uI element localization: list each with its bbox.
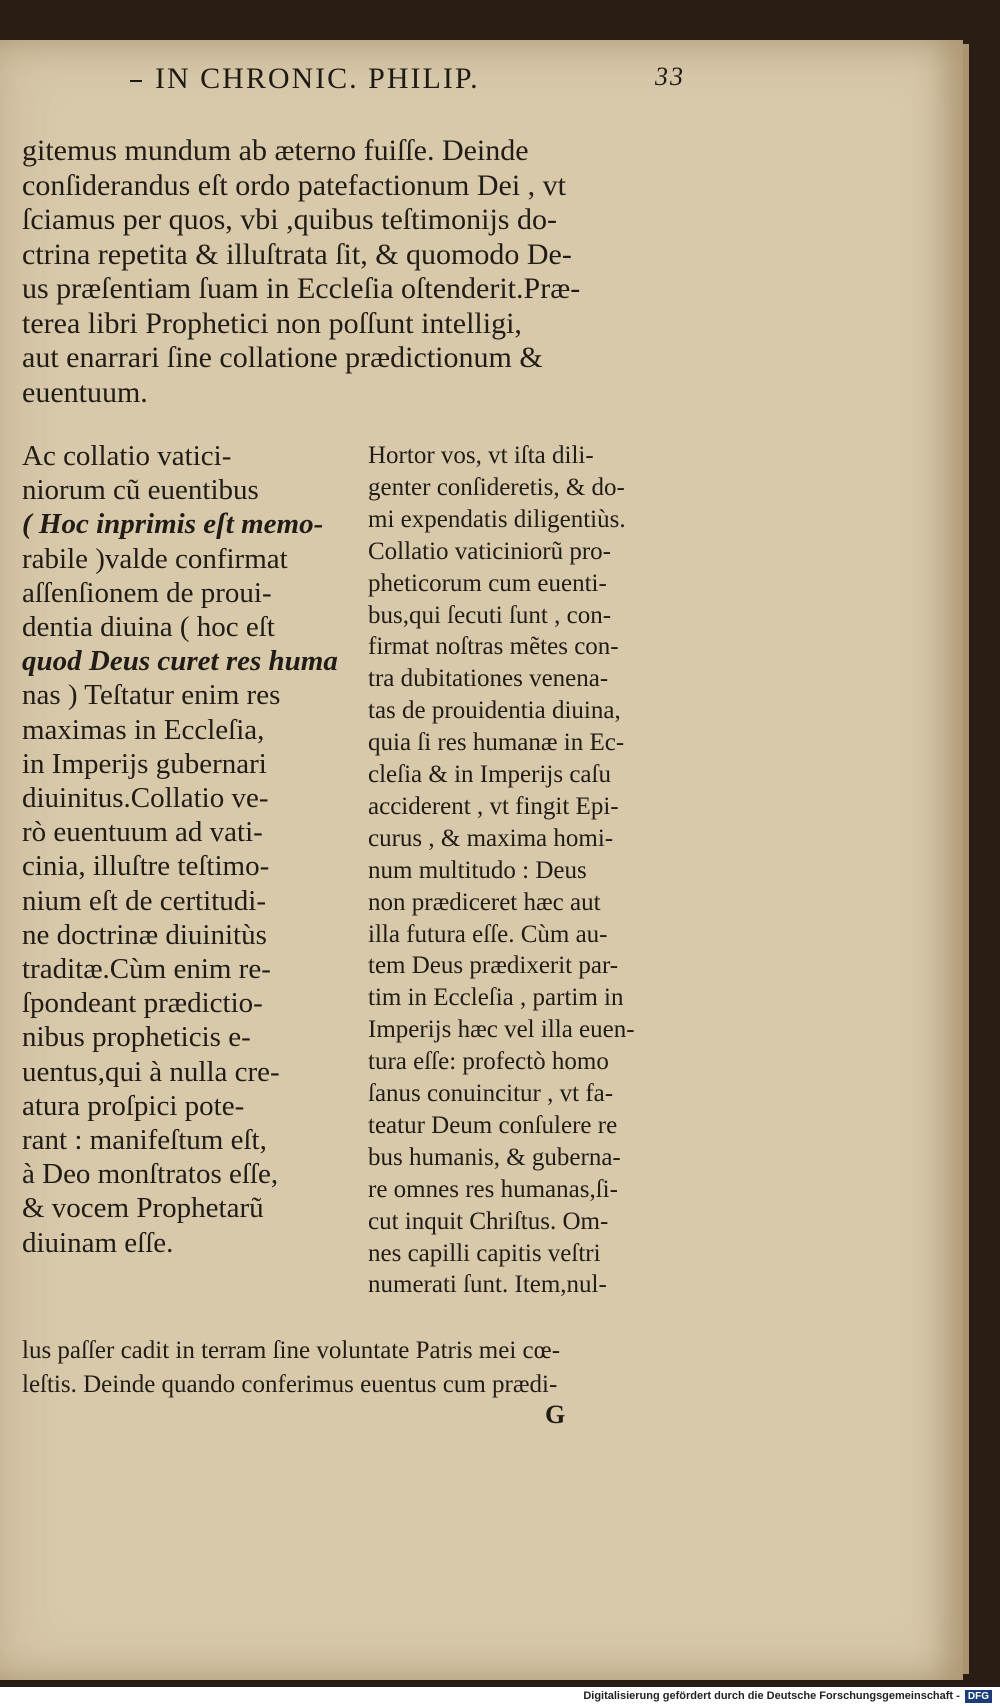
right-column-line: teatur Deum conſulere re — [368, 1111, 618, 1139]
top-lines-line: ſciamus per quos, vbi ,quibus teſtimonijs do- — [22, 203, 557, 236]
left-column-line: uentus,qui à nulla cre- — [22, 1055, 280, 1088]
right-column-line: num multitudo : Deus — [368, 856, 587, 884]
bottom-lines-line: lus paſſer cadit in terram ſine voluntate Patris mei cœ- — [22, 1337, 561, 1364]
right-column-line: tas de prouidentia diuina, — [368, 697, 621, 725]
left-column-line: nas ) Teſtatur enim res — [22, 679, 281, 712]
left-column-line: in Imperijs gubernari — [22, 747, 267, 780]
page-edge — [963, 44, 969, 1674]
left-column-line: rò euentuum ad vati- — [22, 816, 263, 849]
left-column-line: diuinam eſſe. — [22, 1226, 174, 1259]
right-column-line: tra dubitationes venena- — [368, 665, 609, 693]
right-column-line: Hortor vos, vt iſta dili- — [368, 442, 594, 469]
footer-text: Digitalisierung gefördert durch die Deutsche Forschungsgemeinschaft - — [583, 1690, 960, 1702]
left-column-line: quod Deus curet res huma — [22, 645, 338, 678]
left-column-line: ſpondeant prædictio- — [22, 987, 263, 1020]
right-column-line: curus , & maxima homi- — [368, 824, 614, 852]
left-column-line: niorum cũ euentibus — [22, 474, 259, 507]
left-column-line: Ac collatio vatici- — [22, 440, 232, 472]
left-column-line: maximas in Eccleſia, — [22, 713, 265, 746]
right-column-line: re omnes res humanas,ſi- — [368, 1175, 618, 1203]
header-dash — [130, 80, 142, 82]
right-column-line: tura eſſe: profectò homo — [368, 1048, 609, 1076]
right-column-line: quia ſi res humanæ in Ec- — [368, 729, 625, 757]
right-column-line: Collatio vaticiniorũ pro- — [368, 537, 612, 565]
left-column-line: rabile )valde confirmat — [22, 542, 288, 575]
right-column-line: acciderent , vt fingit Epi- — [368, 792, 619, 820]
page-number: 33 — [655, 62, 685, 91]
right-column-line: mi expendatis diligentiùs. — [368, 505, 626, 533]
dfg-logo: DFG — [965, 1690, 992, 1703]
right-column-line: non prædiceret hæc aut — [368, 888, 601, 916]
right-column-line: illa futura eſſe. Cùm au- — [368, 920, 608, 948]
top-lines-line: euentuum. — [22, 375, 148, 409]
left-column-line: rant : manifeſtum eſt, — [22, 1124, 267, 1156]
right-column-line: bus,qui ſecuti ſunt , con- — [368, 601, 612, 629]
left-column-line: atura proſpici pote- — [22, 1089, 245, 1122]
left-column-line: à Deo monſtratos eſſe, — [22, 1158, 279, 1191]
right-column-line: nes capilli capitis veſtri — [368, 1239, 601, 1267]
left-column-line: traditæ.Cùm enim re- — [22, 953, 271, 985]
top-lines-line: ctrina repetita & illuſtrata ſit, & quomodo De- — [22, 237, 572, 271]
left-column-line: nium eſt de certitudi- — [22, 884, 267, 917]
top-lines-line: us præſentiam ſuam in Eccleſia oſtenderit.Præ- — [22, 272, 581, 305]
left-column-line: & vocem Prophetarũ — [22, 1192, 264, 1225]
left-column-line: diuinitus.Collatio ve- — [22, 782, 269, 814]
left-column-line: dentia diuina ( hoc eſt — [22, 611, 275, 643]
right-column-line: cleſia & in Imperijs caſu — [368, 761, 611, 788]
right-column-line: bus humanis, & guberna- — [368, 1143, 621, 1171]
left-column-line: cinia, illuſtre teſtimo- — [22, 850, 270, 883]
right-column-line: tem Deus prædixerit par- — [368, 952, 619, 980]
left-column-line: nibus propheticis e- — [22, 1021, 251, 1054]
running-title: IN CHRONIC. PHILIP. — [155, 62, 480, 95]
top-lines-line: aut enarrari ſine collatione prædictionum & — [22, 341, 543, 374]
left-column-line: aſſenſionem de proui- — [22, 576, 272, 609]
bottom-lines-line: leſtis. Deinde quando conferimus euentus cum prædi- — [22, 1371, 558, 1398]
right-column-line: firmat noſtras mẽtes con- — [368, 633, 619, 661]
right-column-line: pheticorum cum euenti- — [368, 569, 607, 597]
top-lines-line: conſiderandus eſt ordo patefactionum Dei , vt — [22, 168, 566, 202]
top-lines-line: terea libri Prophetici non poſſunt intelligi, — [22, 306, 522, 340]
left-column-line: ne doctrinæ diuinitùs — [22, 918, 267, 951]
right-column-line: numerati ſunt. Item,nul- — [368, 1271, 607, 1299]
signature-mark: G — [545, 1400, 566, 1429]
right-column-line: Imperijs hæc vel illa euen- — [368, 1016, 635, 1044]
right-column-line: tim in Eccleſia , partim in — [368, 984, 624, 1012]
right-column-line: genter conſideretis, & do- — [368, 473, 625, 501]
right-column-line: cut inquit Chriſtus. Om- — [368, 1207, 609, 1235]
left-column-line: ( Hoc inprimis eſt memo- — [22, 508, 324, 541]
top-lines-line: gitemus mundum ab æterno fuiſſe. Deinde — [22, 134, 529, 167]
right-column-line: ſanus conuincitur , vt fa- — [368, 1080, 614, 1107]
digitization-footer — [0, 1687, 1000, 1706]
